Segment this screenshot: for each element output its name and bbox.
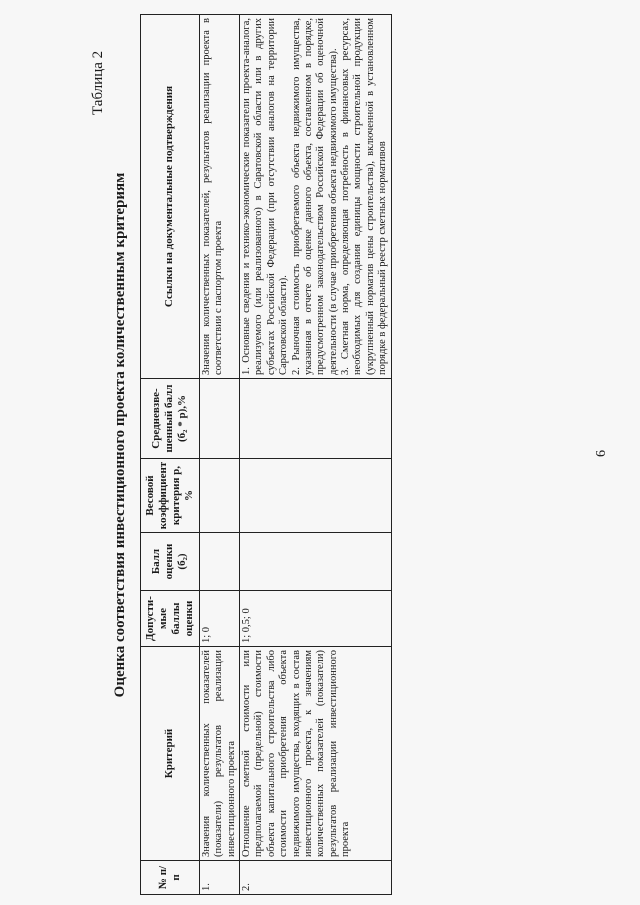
row-criterion: Значения количественных показателей (показатели) результатов реализации инвестиционного проекта — [199, 647, 239, 861]
row-allowed-scores: 1; 0,5; 0 — [240, 591, 392, 647]
row-criterion: Отношение сметной стоимости или предполагаемой (предельной) стоимости объекта капитального строительства либо стоимости приобретения объекта недвижимого имущества, входящих в состав инвестиционного проекта, к значениям количественных показателей (показатели) результатов реализации инвестиционного проекта — [240, 647, 392, 861]
table-label: Таблица 2 — [90, 50, 106, 115]
header-weighted-score: Средневзве-шенный балл (б₂ * р),% — [141, 379, 200, 459]
link-item: 2. Рыночная стоимость приобретаемого объекта недвижимого имущества, указанная в отчете об оценке данного объекта, составленном в порядке, предусмотренном законодательством Российской Федерации об оценочной деятельности (в случае приобретения объекта недвижимого имущества). — [290, 18, 339, 375]
header-criterion: Критерий — [141, 647, 200, 861]
header-score: Балл оценки (б₂) — [141, 533, 200, 591]
row-weight — [240, 459, 392, 533]
row-score — [240, 533, 392, 591]
link-item: 3. Сметная норма, определяющая потребность в финансовых ресурсах, необходимых для создания единицы мощности строительной продукции (укрупненный норматив цены строительства), включенной в установленном порядке в федеральный реестр сметных нормативов — [340, 18, 389, 375]
row-score — [199, 533, 239, 591]
header-links: Ссылки на документальные подтверждения — [141, 15, 200, 379]
page-number: 6 — [594, 450, 609, 457]
header-allowed-scores: Допусти-мые баллы оценки — [141, 591, 200, 647]
link-item: Значения количественных показателей, результатов реализации проекта в соответствии с паспортом проекта — [200, 18, 225, 375]
row-num: 2. — [240, 861, 392, 895]
table-title: Оценка соответствия инвестиционного проекта количественным критериям — [112, 172, 128, 698]
row-links — [240, 15, 392, 379]
table-row — [199, 15, 239, 895]
table-header-row — [141, 15, 200, 895]
row-weighted-score — [199, 379, 239, 459]
row-num: 1. — [199, 861, 239, 895]
row-weighted-score — [240, 379, 392, 459]
header-weight: Весовой коэффициент критерия р, % — [141, 459, 200, 533]
row-links — [199, 15, 239, 379]
table-row — [240, 15, 392, 895]
row-weight — [199, 459, 239, 533]
header-num: № п/п — [141, 861, 200, 895]
criteria-table — [140, 14, 392, 895]
link-item: 1. Основные сведения и технико-экономические показатели проекта-аналога, реализуемого (или реализованного) в Саратовской области или в других субъектах Российской Федерации (при отсутствии аналогов на территории Саратовской области). — [241, 18, 290, 375]
row-allowed-scores: 1; 0 — [199, 591, 239, 647]
